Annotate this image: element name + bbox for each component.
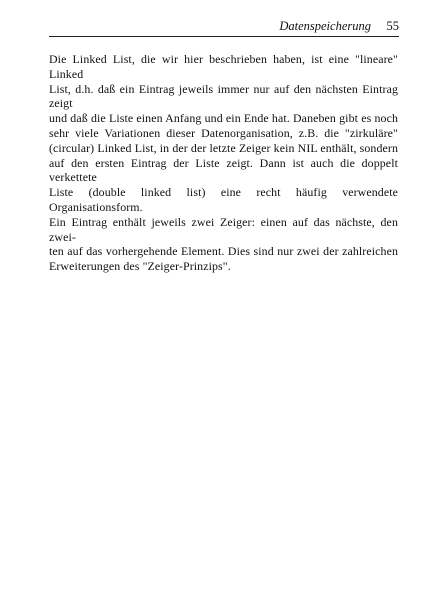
- running-header: [49, 18, 399, 37]
- paragraph-line-3: und daß die Liste einen Anfang und ein Ende hat. Daneben gibt es noch: [49, 111, 398, 126]
- paragraph-line-9: ten auf das vorhergehende Element. Dies sind nur zwei der zahlreichen: [49, 244, 398, 259]
- paragraph-line-6: auf den ersten Eintrag der Liste zeigt. Dann ist auch die doppelt verkettete: [49, 155, 398, 185]
- paragraph-line-10: Erweiterungen des "Zeiger-Prinzips".: [49, 259, 231, 274]
- paragraph-line-2: List, d.h. daß ein Eintrag jeweils immer nur auf den nächsten Eintrag zeigt: [49, 81, 398, 111]
- paragraph-line-4: sehr viele Variationen dieser Datenorganisation, z.B. die "zirkuläre": [49, 125, 398, 140]
- paragraph-line-8: Ein Eintrag enthält jeweils zwei Zeiger: einen auf das nächste, den zwei-: [49, 214, 398, 244]
- paragraph-line-7: Liste (double linked list) eine recht häufig verwendete Organisationsform.: [49, 185, 398, 214]
- paragraph-line-1: Die Linked List, die wir hier beschrieben haben, ist eine "lineare" Linked: [49, 52, 398, 81]
- page-number: 55: [386, 19, 399, 33]
- body-paragraph: [49, 52, 398, 274]
- chapter-title: Datenspeicherung: [279, 19, 371, 33]
- paragraph-line-5: (circular) Linked List, in der der letzte Zeiger kein NIL enthält, sondern: [49, 140, 398, 155]
